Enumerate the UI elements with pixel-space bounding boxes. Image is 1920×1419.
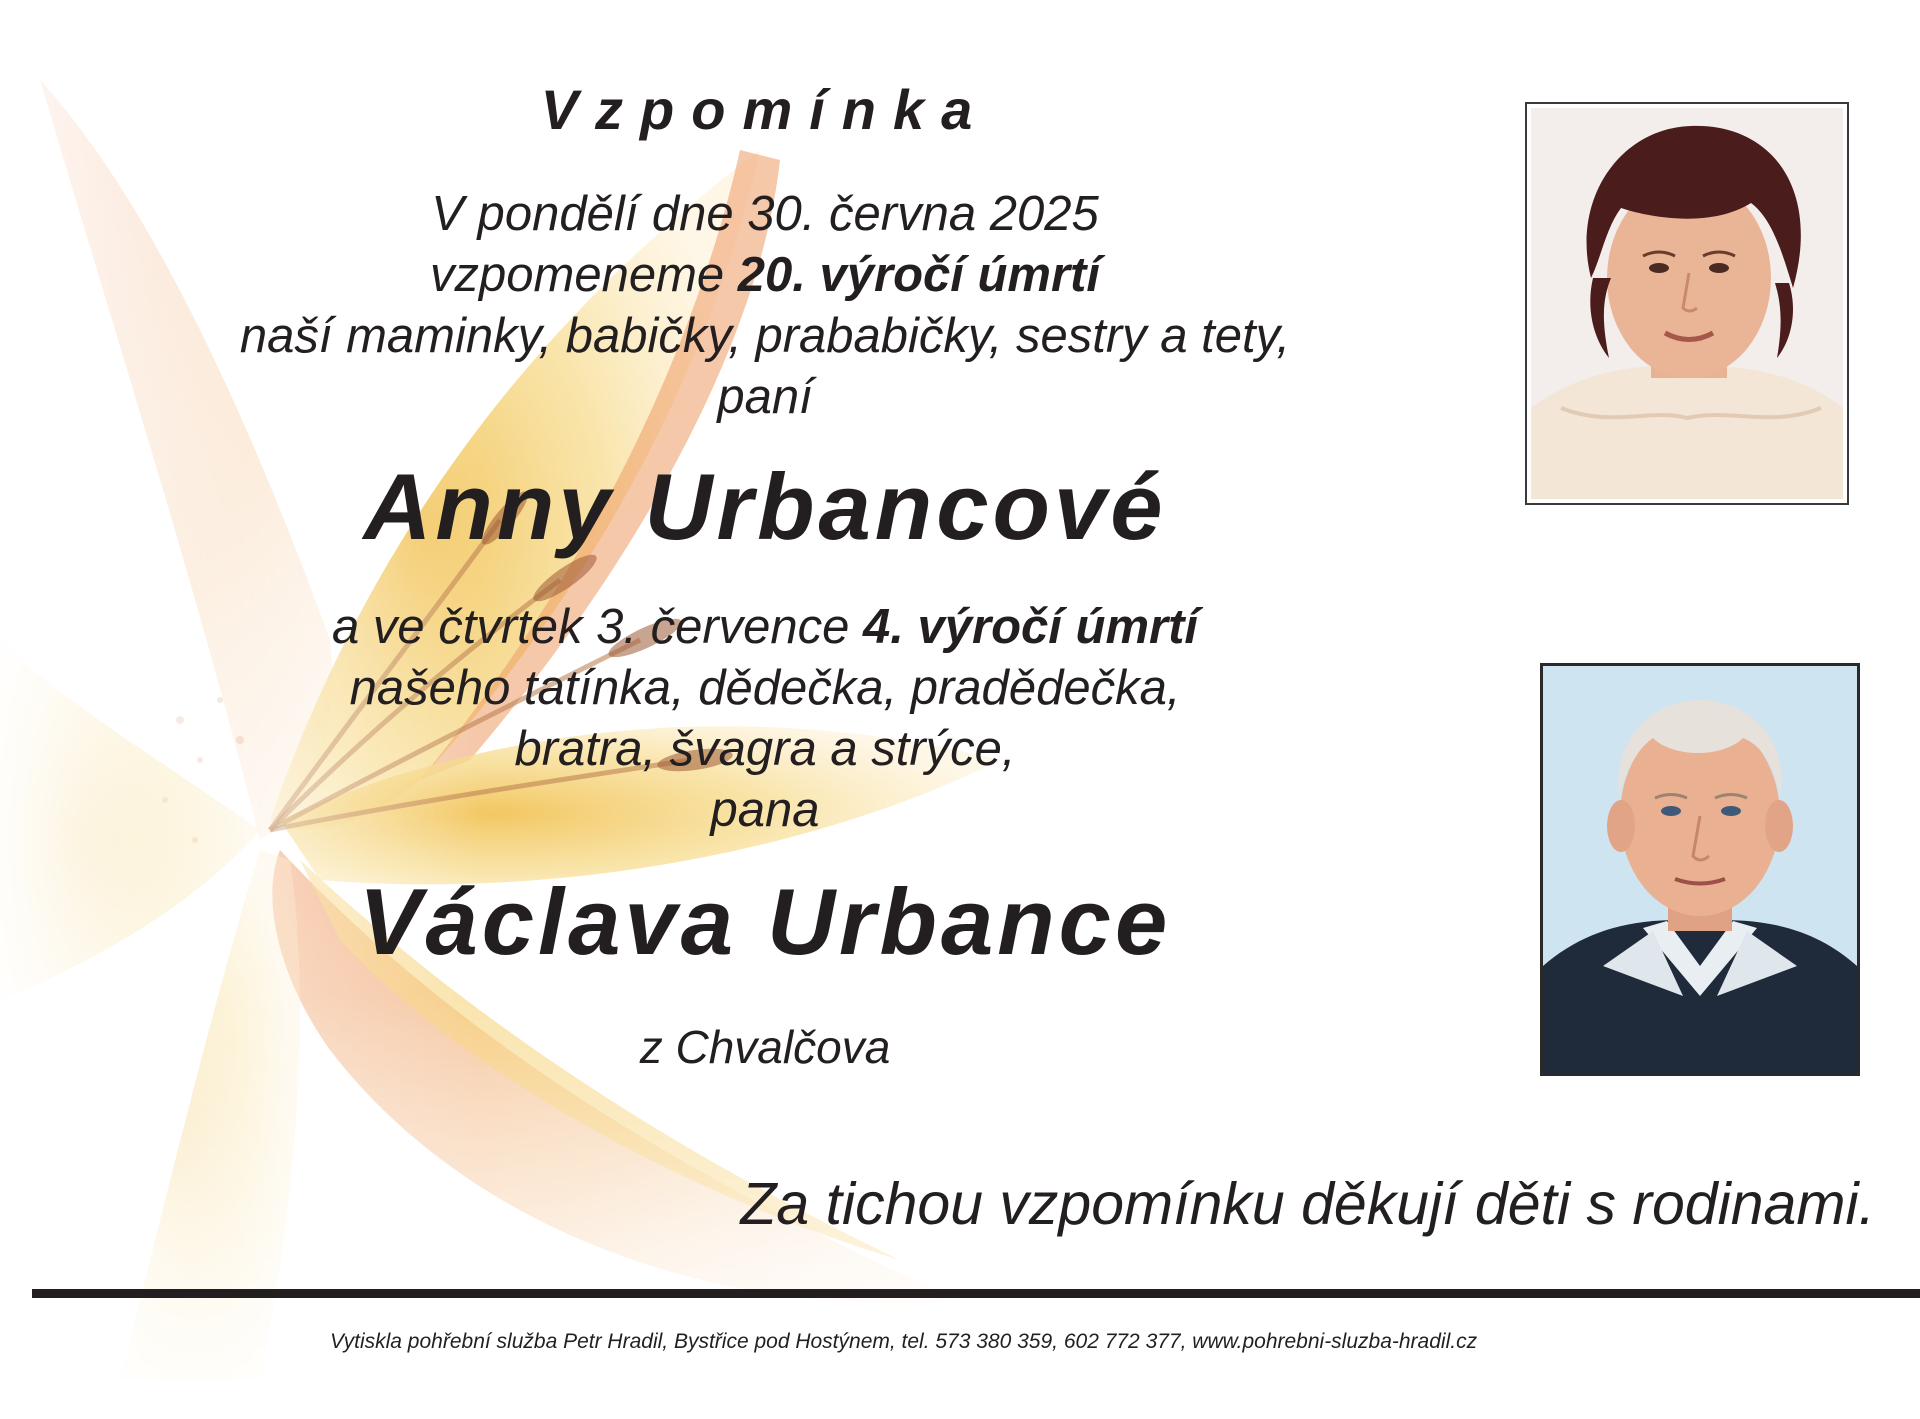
second-anniversary-prefix: a ve čtvrtek 3. července [331,600,864,654]
second-deceased-name: Václava Urbance [358,869,1172,974]
portrait-man-image [1543,666,1857,1073]
portrait-man [1540,663,1860,1076]
first-relations-line: naší maminky, babičky, prababičky, sestry a tety, [239,309,1291,363]
second-relations-line-2: bratra, švagra a strýce, [514,722,1016,776]
place-of-origin: z Chvalčova [639,1021,891,1073]
second-title-line: pana [710,783,820,837]
divider-rule [32,1289,1920,1298]
first-date-line: V pondělí dne 30. června 2025 [431,187,1099,241]
first-anniversary-bold: 20. výročí úmrtí [737,248,1100,302]
first-deceased-name: Anny Urbancové [363,454,1167,559]
portrait-woman-image [1531,108,1843,499]
first-anniversary-prefix: vzpomeneme [430,248,738,302]
heading-vzpominka: Vzpomínka [540,78,990,141]
first-announcement [0,184,1530,428]
first-anniversary-line [0,245,1530,306]
second-anniversary-line [0,597,1530,658]
first-title-line: paní [717,370,813,424]
thanks-line: Za tichou vzpomínku děkují děti s rodinami. [740,1171,1875,1237]
second-relations-line-1: našeho tatínka, dědečka, pradědečka, [349,661,1181,715]
portrait-woman [1525,102,1849,505]
second-announcement [0,597,1530,841]
footer-printer-info: Vytiskla pohřební služba Petr Hradil, Bystřice pod Hostýnem, tel. 573 380 359, 602 772 377, www.pohrebni-sluzba-hradil.cz [330,1330,1478,1353]
second-anniversary-bold: 4. výročí úmrtí [863,600,1199,654]
